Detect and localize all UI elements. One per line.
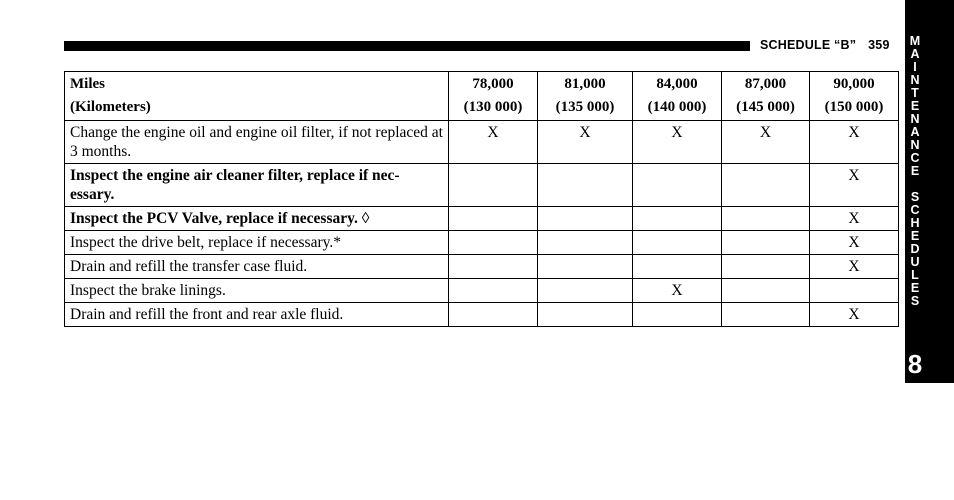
service-mark bbox=[538, 279, 633, 303]
tab-letter: E bbox=[910, 229, 920, 243]
header-interval-4 bbox=[722, 72, 810, 121]
header-miles-label: Miles bbox=[70, 76, 105, 92]
interval-km: (140 000) bbox=[647, 99, 707, 115]
header-rule bbox=[64, 41, 750, 51]
service-mark: X bbox=[633, 121, 722, 164]
service-mark bbox=[449, 255, 538, 279]
table-row bbox=[65, 255, 899, 279]
interval-miles: 90,000 bbox=[833, 76, 875, 92]
service-mark bbox=[722, 231, 810, 255]
tab-letter: T bbox=[911, 86, 919, 100]
chapter-tab-letters bbox=[905, 35, 925, 308]
task-description: Drain and refill the transfer case fluid. bbox=[65, 255, 449, 279]
service-mark bbox=[449, 303, 538, 327]
task-description: Inspect the PCV Valve, replace if necessary. ◊ bbox=[65, 207, 449, 231]
service-mark bbox=[449, 279, 538, 303]
task-description: Inspect the brake linings. bbox=[65, 279, 449, 303]
service-mark bbox=[722, 303, 810, 327]
task-description: Inspect the drive belt, replace if necessary.* bbox=[65, 231, 449, 255]
service-mark bbox=[810, 279, 899, 303]
task-description: Inspect the engine air cleaner filter, replace if nec-essary. bbox=[65, 164, 449, 207]
service-mark bbox=[633, 231, 722, 255]
tab-letter: E bbox=[910, 281, 920, 295]
tab-letter: N bbox=[910, 73, 920, 87]
service-mark bbox=[722, 207, 810, 231]
service-mark bbox=[538, 164, 633, 207]
service-mark bbox=[633, 164, 722, 207]
service-mark bbox=[633, 207, 722, 231]
header-interval-1 bbox=[449, 72, 538, 121]
service-mark: X bbox=[810, 303, 899, 327]
header-miles-kilometers bbox=[65, 72, 449, 121]
tab-letter: M bbox=[909, 34, 921, 48]
task-description: Change the engine oil and engine oil filter, if not replaced at 3 months. bbox=[65, 121, 449, 164]
tab-letter: N bbox=[910, 112, 920, 126]
tab-letter: L bbox=[911, 268, 919, 282]
service-mark: X bbox=[633, 279, 722, 303]
table-body bbox=[65, 121, 899, 327]
table-row bbox=[65, 121, 899, 164]
interval-km: (145 000) bbox=[736, 99, 795, 115]
service-mark bbox=[633, 255, 722, 279]
interval-miles: 81,000 bbox=[564, 76, 606, 92]
service-mark bbox=[538, 303, 633, 327]
header-interval-3 bbox=[633, 72, 722, 121]
service-mark bbox=[449, 231, 538, 255]
service-mark bbox=[449, 207, 538, 231]
tab-letter: E bbox=[910, 164, 920, 178]
service-mark: X bbox=[810, 121, 899, 164]
interval-miles: 87,000 bbox=[744, 76, 787, 92]
running-header bbox=[760, 38, 890, 52]
table-row bbox=[65, 279, 899, 303]
service-mark bbox=[722, 279, 810, 303]
chapter-tab bbox=[905, 0, 954, 383]
service-mark: X bbox=[810, 164, 899, 207]
tab-letter: E bbox=[910, 99, 920, 113]
page-number: 359 bbox=[868, 38, 890, 52]
service-mark: X bbox=[449, 121, 538, 164]
service-mark: X bbox=[538, 121, 633, 164]
tab-letter: C bbox=[910, 151, 920, 165]
header-interval-5 bbox=[810, 72, 899, 121]
service-mark bbox=[722, 255, 810, 279]
tab-letter: A bbox=[910, 47, 920, 61]
table-header-row bbox=[65, 72, 899, 121]
service-mark bbox=[633, 303, 722, 327]
chapter-number: 8 bbox=[907, 349, 923, 379]
maintenance-schedule-table bbox=[64, 71, 899, 327]
service-mark: X bbox=[722, 121, 810, 164]
header-interval-2 bbox=[538, 72, 633, 121]
tab-letter: H bbox=[910, 216, 920, 230]
service-mark bbox=[538, 231, 633, 255]
service-mark bbox=[538, 255, 633, 279]
service-mark bbox=[538, 207, 633, 231]
tab-letter: I bbox=[913, 60, 917, 74]
task-description: Drain and refill the front and rear axle fluid. bbox=[65, 303, 449, 327]
interval-km: (150 000) bbox=[824, 99, 884, 115]
tab-letter: D bbox=[910, 242, 920, 256]
table-row bbox=[65, 164, 899, 207]
interval-miles: 78,000 bbox=[472, 76, 514, 92]
service-mark: X bbox=[810, 207, 899, 231]
tab-letter: N bbox=[910, 138, 920, 152]
tab-letter: A bbox=[910, 125, 920, 139]
tab-letter: S bbox=[910, 190, 920, 204]
tab-letter: C bbox=[910, 203, 920, 217]
interval-miles: 84,000 bbox=[656, 76, 698, 92]
table-row bbox=[65, 207, 899, 231]
interval-km: (130 000) bbox=[463, 99, 523, 115]
service-mark bbox=[449, 164, 538, 207]
interval-km: (135 000) bbox=[555, 99, 615, 115]
service-mark: X bbox=[810, 255, 899, 279]
table-row bbox=[65, 231, 899, 255]
section-title: SCHEDULE “B” bbox=[760, 38, 857, 52]
service-mark bbox=[722, 164, 810, 207]
table-row bbox=[65, 303, 899, 327]
tab-letter: U bbox=[910, 255, 920, 269]
service-mark: X bbox=[810, 231, 899, 255]
header-kilometers-label: (Kilometers) bbox=[70, 99, 151, 115]
tab-letter: S bbox=[910, 294, 920, 308]
